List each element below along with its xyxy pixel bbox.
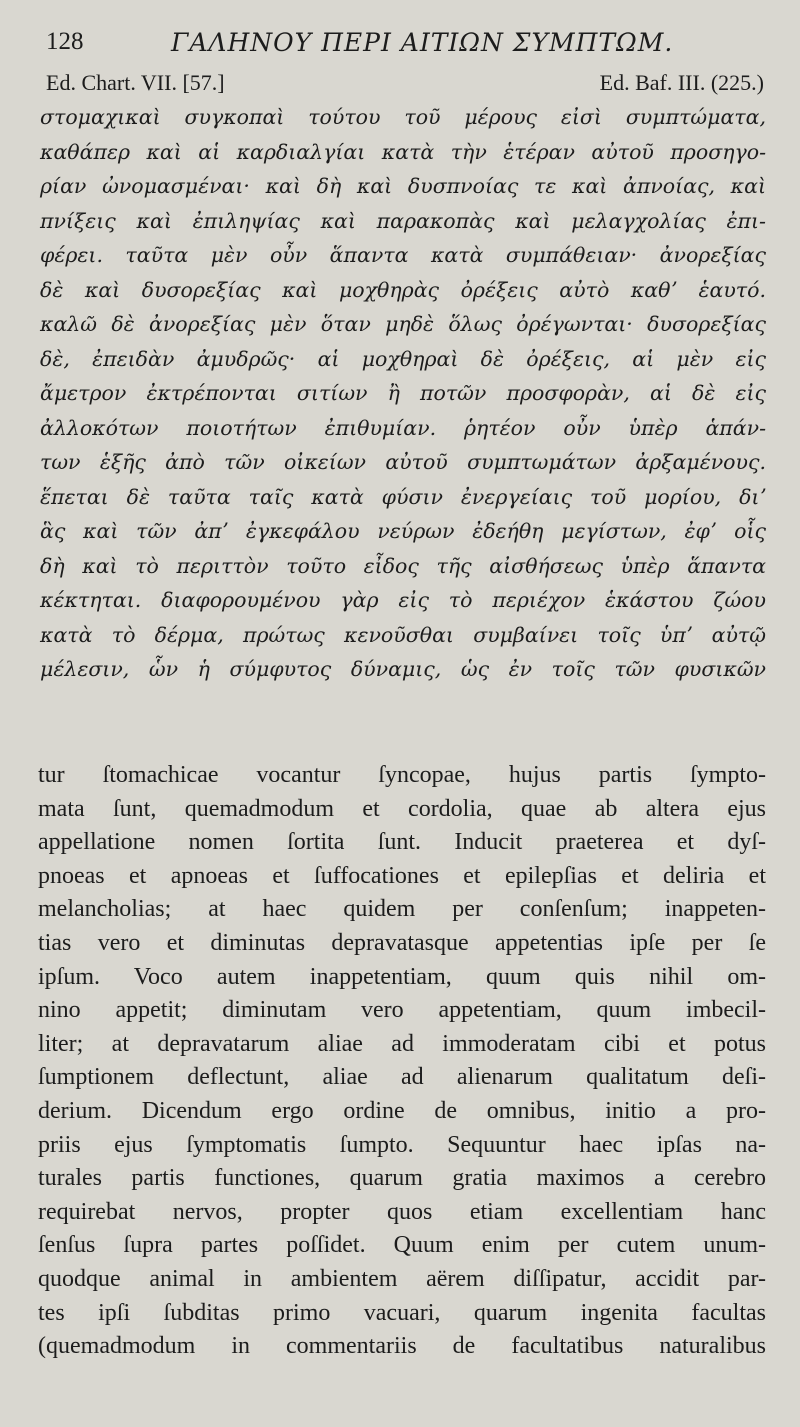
latin-text-line: ſenſus ſupra partes poſſidet. Quum enim per cutem unum-: [38, 1232, 766, 1259]
greek-text-line: ἀλλοκότων ποιοτήτων ἐπιθυμίαν. ῥητέον οὖν ὑπὲρ ἁπάν-: [40, 415, 766, 440]
greek-text-line: κέκτηται. διαφορουμένου γὰρ εἰς τὸ περιέχον ἑκάστου ζώου: [40, 588, 766, 612]
edition-reference-right: Ed. Baf. III. (225.): [599, 70, 764, 95]
latin-text-line: turales partis functiones, quarum gratia maximos a cerebro: [38, 1165, 766, 1192]
greek-text-line: ρίαν ὠνομασμέναι· καὶ δὴ καὶ δυσπνοίας τε καὶ ἀπνοίας, καὶ: [40, 174, 766, 198]
page-number: 128: [46, 28, 84, 55]
greek-text-line: δὲ καὶ δυσορεξίας καὶ μοχθηρὰς ὀρέξεις αὐτὸ καθʼ ἑαυτό.: [40, 277, 766, 302]
latin-text-line: quodque animal in ambientem aërem diſſipatur, accidit par-: [38, 1265, 766, 1292]
latin-text-line: melancholias; at haec quidem per conſenſum; inappeten-: [38, 896, 766, 923]
greek-text-line: καλῶ δὲ ἀνορεξίας μὲν ὅταν μηδὲ ὅλως ὀρέγωνται· δυσορεξίας: [40, 312, 766, 336]
latin-text-line: mata ſunt, quemadmodum et cordolia, quae ab altera ejus: [38, 795, 766, 822]
latin-text-line: ipſum. Voco autem inappetentiam, quum quis nihil om-: [38, 963, 766, 990]
greek-text-line: καθάπερ καὶ αἱ καρδιαλγίαι κατὰ τὴν ἑτέραν αὐτοῦ προσηγο-: [40, 139, 766, 164]
edition-reference-left: Ed. Chart. VII. [57.]: [46, 70, 225, 95]
greek-text-line: στομαχικαὶ συγκοπαὶ τούτου τοῦ μέρους εἰσὶ συμπτώματα,: [40, 105, 766, 129]
latin-text-line: nino appetit; diminutam vero appetentiam, quum imbecil-: [38, 997, 766, 1024]
latin-text-line: derium. Dicendum ergo ordine de omnibus, initio a pro-: [38, 1097, 766, 1124]
running-title: ΓΑΛΗΝΟΥ ΠΕΡΙ ΑΙΤΙΩΝ ΣΥΜΠΤΩΜ.: [171, 28, 674, 57]
greek-text-line: φέρει. ταῦτα μὲν οὖν ἅπαντα κατὰ συμπάθειαν· ἀνορεξίας: [40, 243, 766, 267]
greek-text-line: κατὰ τὸ δέρμα, πρώτως κενοῦσθαι συμβαίνει τοῖς ὑπʼ αὐτῷ: [40, 622, 766, 647]
greek-text-line: των ἑξῆς ἀπὸ τῶν οἰκείων αὐτοῦ συμπτωμάτων ἀρξαμένους.: [40, 450, 766, 474]
latin-text-line: appellatione nomen ſortita ſunt. Inducit praeterea et dyſ-: [38, 829, 766, 856]
greek-text-line: πνίξεις καὶ ἐπιληψίας καὶ παρακοπὰς καὶ μελαγχολίας ἐπι-: [40, 208, 766, 233]
greek-text-line: ἕπεται δὲ ταῦτα ταῖς κατὰ φύσιν ἐνεργείαις τοῦ μορίου, διʼ: [40, 484, 766, 509]
latin-text-line: tias vero et diminutas depravatasque appetentias ipſe per ſe: [38, 929, 766, 956]
greek-text-line: μέλεσιν, ὧν ἡ σύμφυτος δύναμις, ὡς ἐν τοῖς τῶν φυσικῶν: [40, 657, 766, 681]
greek-text-line: ἃς καὶ τῶν ἀπʼ ἐγκεφάλου νεύρων ἐδεήθη μεγίστων, ἐφʼ οἷς: [40, 519, 766, 543]
latin-text-line: priis ejus ſymptomatis ſumpto. Sequuntur haec ipſas na-: [38, 1131, 766, 1158]
edition-references: [46, 70, 764, 100]
greek-text-line: δὲ, ἐπειδὰν ἀμυδρῶς· αἱ μοχθηραὶ δὲ ὀρέξεις, αἱ μὲν εἰς: [40, 346, 766, 371]
latin-text-line: requirebat nervos, propter quos etiam excellentiam hanc: [38, 1198, 766, 1225]
latin-text-line: ſumptionem deflectunt, aliae ad alienarum qualitatum deſi-: [38, 1064, 766, 1091]
greek-text-line: ἄμετρον ἐκτρέπονται σιτίων ἢ ποτῶν προσφορὰν, αἱ δὲ εἰς: [40, 381, 766, 405]
latin-text-line: pnoeas et apnoeas et ſuffocationes et epilepſias et deliria et: [38, 862, 766, 889]
latin-text-line: tur ſtomachicae vocantur ſyncopae, hujus partis ſympto-: [38, 762, 766, 788]
latin-text-line: liter; at depravatarum aliae ad immoderatam cibi et potus: [38, 1030, 766, 1057]
running-header: [46, 28, 760, 62]
greek-text-block: [40, 100, 766, 687]
latin-text-line: (quemadmodum in commentariis de facultatibus naturalibus: [38, 1333, 766, 1360]
greek-text-line: δὴ καὶ τὸ περιττὸν τοῦτο εἶδος τῆς αἰσθήσεως ὑπὲρ ἅπαντα: [40, 553, 766, 578]
latin-text-line: tes ipſi ſubditas primo vacuari, quarum ingenita facultas: [38, 1299, 766, 1326]
latin-text-block: [38, 759, 766, 1364]
